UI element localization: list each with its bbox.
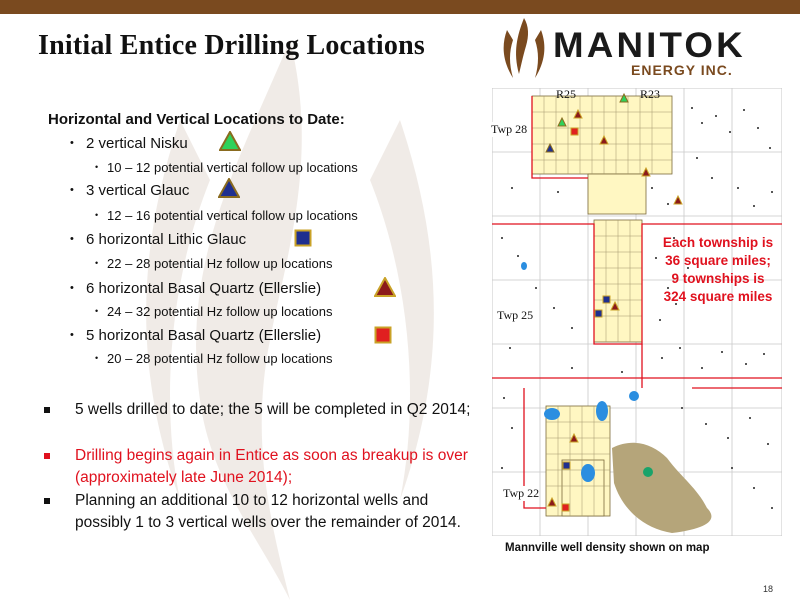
company-logo bbox=[497, 16, 787, 86]
location-sub-lithic-glauc: • 22 – 28 potential Hz follow up locations bbox=[95, 256, 333, 271]
locations-heading: Horizontal and Vertical Locations to Date: bbox=[48, 111, 345, 128]
location-item-basal-quartz-square: • 5 horizontal Basal Quartz (Ellerslie) bbox=[70, 327, 322, 344]
location-item-glauc: • 3 vertical Glauc bbox=[70, 182, 190, 199]
bullet-text: 5 wells drilled to date; the 5 will be completed in Q2 2014; bbox=[75, 401, 471, 418]
location-label: 6 horizontal Lithic Glauc bbox=[86, 231, 247, 248]
township-area-note bbox=[650, 234, 786, 306]
note-line: 36 square miles; bbox=[665, 253, 771, 268]
blue-square-icon bbox=[294, 229, 312, 247]
township-map bbox=[492, 88, 782, 536]
logo-subtitle: ENERGY INC. bbox=[631, 62, 733, 78]
logo-mark-icon bbox=[499, 16, 549, 86]
note-line: 9 townships is bbox=[671, 271, 765, 286]
map-caption: Mannville well density shown on map bbox=[505, 542, 710, 554]
location-item-nisku: • 2 vertical Nisku bbox=[70, 135, 188, 152]
location-sub-label: 22 – 28 potential Hz follow up locations bbox=[107, 256, 333, 271]
location-sub-basal-quartz-triangle: • 24 – 32 potential Hz follow up locations bbox=[95, 304, 333, 319]
bullet-marker bbox=[44, 498, 50, 504]
red-square-icon bbox=[374, 326, 392, 344]
location-label: 3 vertical Glauc bbox=[86, 182, 190, 199]
location-sub-basal-quartz-square: • 20 – 28 potential Hz follow up locations bbox=[95, 351, 333, 366]
location-sub-glauc: • 12 – 16 potential vertical follow up locations bbox=[95, 208, 358, 223]
location-sub-label: 24 – 32 potential Hz follow up locations bbox=[107, 304, 333, 319]
location-sub-label: 20 – 28 potential Hz follow up locations bbox=[107, 351, 333, 366]
location-label: 5 horizontal Basal Quartz (Ellerslie) bbox=[86, 327, 322, 344]
location-sub-label: 10 – 12 potential vertical follow up locations bbox=[107, 160, 358, 175]
location-item-basal-quartz-triangle: • 6 horizontal Basal Quartz (Ellerslie) bbox=[70, 280, 322, 297]
note-line: 324 square miles bbox=[663, 289, 773, 304]
vegetation-patch bbox=[643, 467, 653, 477]
red-triangle-icon bbox=[374, 277, 396, 297]
page-number: 18 bbox=[763, 584, 774, 594]
blue-triangle-icon bbox=[218, 178, 240, 198]
location-item-lithic-glauc: • 6 horizontal Lithic Glauc bbox=[70, 231, 247, 248]
township-label-28: Twp 28 bbox=[491, 122, 528, 136]
logo-wordmark: MANITOK bbox=[553, 26, 746, 65]
township-label-25: Twp 25 bbox=[497, 308, 534, 322]
note-line: Each township is bbox=[662, 235, 774, 250]
top-brand-bar bbox=[0, 0, 800, 14]
location-label: 2 vertical Nisku bbox=[86, 135, 188, 152]
location-label: 6 horizontal Basal Quartz (Ellerslie) bbox=[86, 280, 322, 297]
bullet-text: Planning an additional 10 to 12 horizontal wells and possibly 1 to 3 vertical wells over the remainder of 2014. bbox=[75, 492, 461, 531]
bullet-marker bbox=[44, 407, 50, 413]
page-title: Initial Entice Drilling Locations bbox=[38, 30, 425, 61]
location-sub-label: 12 – 16 potential vertical follow up locations bbox=[107, 208, 358, 223]
bullet-marker bbox=[44, 453, 50, 459]
range-label-r23: R23 bbox=[640, 87, 661, 101]
location-sub-nisku: • 10 – 12 potential vertical follow up locations bbox=[95, 160, 358, 175]
bullet-text: Drilling begins again in Entice as soon as breakup is over (approximately late June 2014); bbox=[75, 447, 468, 486]
range-label-r25: R25 bbox=[556, 87, 577, 101]
green-triangle-icon bbox=[219, 131, 241, 151]
township-label-22: Twp 22 bbox=[503, 486, 540, 500]
